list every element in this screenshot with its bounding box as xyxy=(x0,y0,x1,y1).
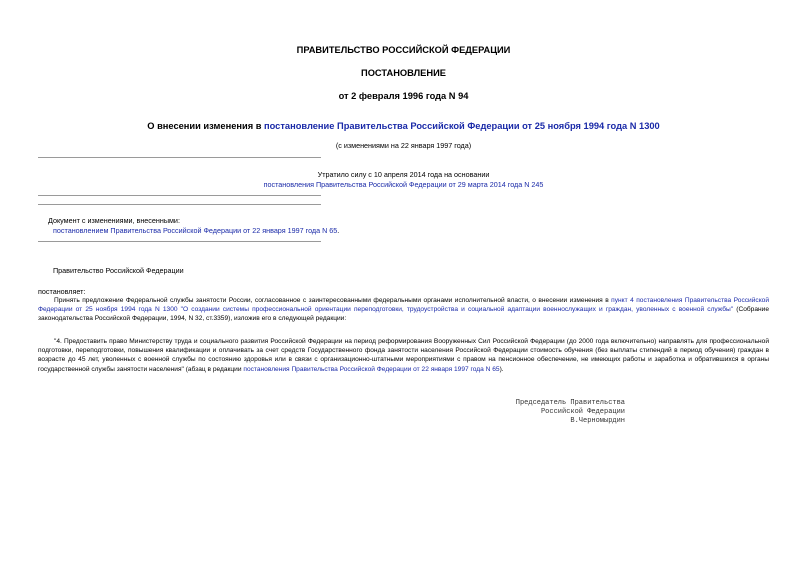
paragraph-2-link[interactable]: постановления Правительства Российской Федерации от 22 января 1997 года N 65 xyxy=(243,365,500,373)
amended-link-line xyxy=(53,226,339,236)
repeal-link[interactable]: постановления Правительства Российской Федерации от 29 марта 2014 года N 245 xyxy=(263,180,544,189)
paragraph-2-text-end: ). xyxy=(499,365,504,373)
paragraph-2 xyxy=(38,337,769,374)
document-title xyxy=(0,120,807,132)
repeal-note: Утратило силу с 10 апреля 2014 года на основании xyxy=(317,170,490,179)
divider xyxy=(38,157,321,158)
issuer-text: Правительство Российской Федерации xyxy=(53,266,184,275)
paragraph-1-link[interactable]: пункт 4 постановления Правительства Российской Федерации от 25 ноября 1994 года N 1300 "О создании системы профессиональной ориентации переподготовки, трудоустройства и социальной адаптации военнослужащих и граждан, уволенных с военной службы" xyxy=(38,297,770,314)
divider xyxy=(38,204,321,205)
resolves-text: постановляет: xyxy=(38,287,86,296)
divider xyxy=(38,195,321,196)
paragraph-1-text-start: Принять предложение Федеральной службы занятости России, согласованное с заинтересованными федеральными органами исполнительной власти, о внесении изменения в xyxy=(54,297,612,304)
signature-org: Российской Федерации xyxy=(540,407,625,416)
amended-note: Документ с изменениями, внесенными: xyxy=(48,216,180,225)
amended-dot: . xyxy=(337,226,340,235)
paragraph-1 xyxy=(38,296,769,324)
government-heading: ПРАВИТЕЛЬСТВО РОССИЙСКОЙ ФЕДЕРАЦИИ xyxy=(296,45,511,55)
document-type-heading: ПОСТАНОВЛЕНИЕ xyxy=(361,68,446,78)
amended-link[interactable]: постановлением Правительства Российской Федерации от 22 января 1997 года N 65 xyxy=(53,226,338,235)
title-link[interactable]: постановление Правительства Российской Федерации от 25 ноября 1994 года N 1300 xyxy=(264,121,660,131)
date-number-heading: от 2 февраля 1996 года N 94 xyxy=(338,91,469,101)
signature-block xyxy=(420,399,625,425)
paragraph-2-text-start: "4. Предоставить право Министерству труда и социального развития Российской Федерации на период реформирования Вооруженных Сил Российской Федерации (до 2000 года включительно) направлять для профессиональной подготовки, переподготовки, повышения квалификации и оплачивать за счет средств Государственного фонда занятости населения Российской Федерации стоимость обучения (без выплаты стипендий в период обучения) граждан в возрасте до 45 лет, уволенных с военной службы по состоянию здоровья или в связи с организационно-штатными мероприятиями с правом на пенсионное обеспечение, не имеющих работы и заработка и обратившихся в органы государственной службы занятости населения" (абзац в редакции xyxy=(38,338,769,373)
edition-note: (с изменениями на 22 января 1997 года) xyxy=(335,141,472,150)
divider xyxy=(38,241,321,242)
signature-name: В.Черномырдин xyxy=(570,416,625,425)
title-prefix: О внесении изменения в xyxy=(147,121,265,131)
signature-title: Председатель Правительства xyxy=(515,399,625,407)
paragraph-1-text-end: (Собрание законодательства Российской Федерации, 1994, N 32, ст.3359), изложив его в следующей редакции: xyxy=(38,306,769,323)
